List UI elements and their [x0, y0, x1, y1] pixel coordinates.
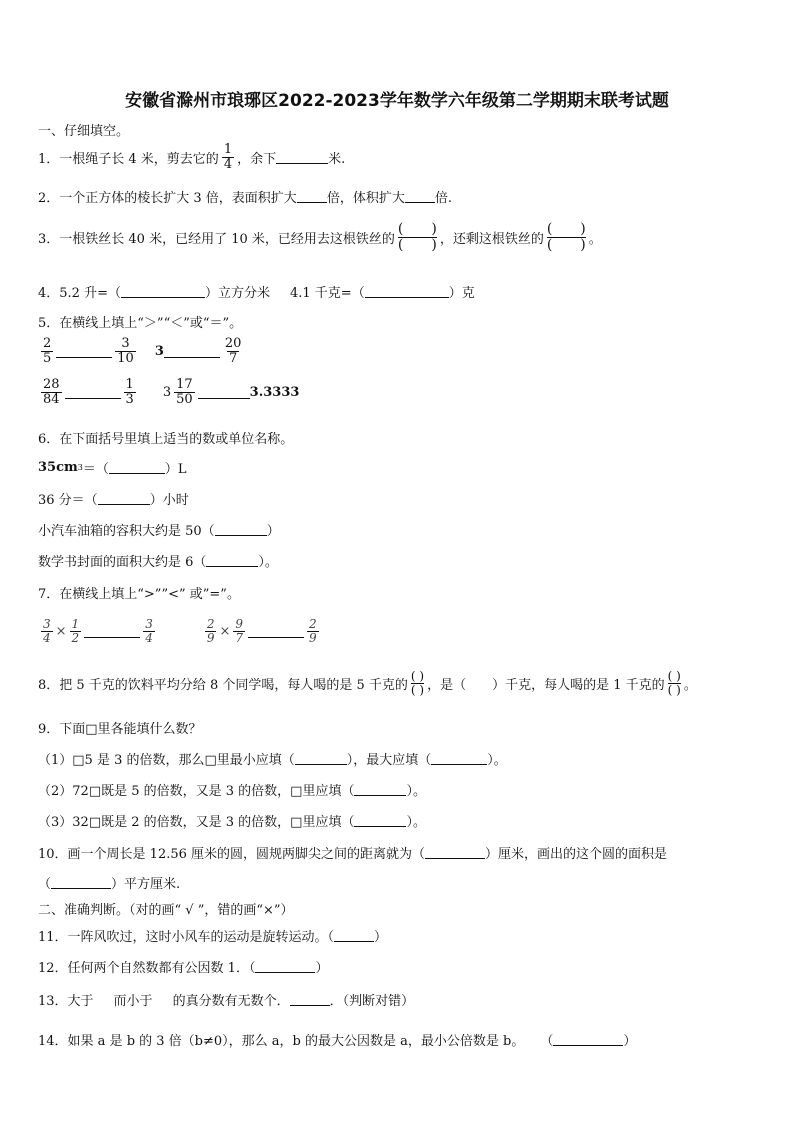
answer-blank[interactable]	[290, 993, 330, 1006]
question-6-line-2: 36 分＝（ ）小时	[38, 493, 189, 508]
section-2-heading: 二、准确判断。（对的画“ √ ”，错的画“×”）	[38, 903, 294, 918]
answer-blank[interactable]	[164, 345, 220, 358]
answer-blank[interactable]	[198, 386, 250, 399]
answer-blank[interactable]	[276, 151, 328, 164]
question-6-line-1: 35cm 3 ＝（ ）L	[38, 460, 187, 477]
fraction: $\frac{1}{3}$	[125, 377, 134, 407]
answer-blank[interactable]	[334, 929, 374, 942]
question-9: 9．下面□里各能填什么数？	[38, 722, 202, 737]
question-5-row-1: $\frac{2}{5}$ $\frac{3}{10}$ 3 $\frac{20}{7}$	[43, 336, 242, 366]
answer-blank[interactable]	[295, 752, 347, 765]
section-1-heading: 一、仔细填空。	[38, 124, 130, 139]
question-1: 1．一根绳子长 4 米，剪去它的 $\frac{1}{4}$ ，余下 米.	[38, 142, 346, 172]
fraction: $\frac{9}{7}$	[235, 617, 244, 645]
answer-blank[interactable]	[98, 492, 150, 505]
answer-blank[interactable]	[297, 190, 327, 203]
question-12: 12．任何两个自然数都有公因数 1．（ ）	[38, 961, 329, 976]
answer-blank[interactable]	[354, 783, 406, 796]
question-6-line-3: 小汽车油箱的容积大约是 50（ ）	[38, 524, 280, 539]
question-9-part-3: （3）32□既是 2 的倍数，又是 3 的倍数，□里应填（ ）。	[38, 815, 426, 830]
fraction: $\frac{2}{9}$	[309, 617, 317, 645]
question-3: 3．一根铁丝长 40 米，已经用了 10 米，已经用去这根铁丝的 ( ) ( ) ，还剩这根铁丝的 ( ) ( ) 。	[38, 221, 602, 254]
question-8: 8．把 5 千克的饮料平均分给 8 个同学喝，每人喝的是 5 千克的 ( ) ( ) ，是（ ）千克，每人喝的是 1 千克的 ( ) ( ) 。	[38, 669, 697, 698]
question-13: 13．大于 而小于 的真分数有无数个． ．（判断对错）	[38, 994, 415, 1009]
answer-blank[interactable]	[248, 625, 304, 638]
question-10: 10．画一个周长是 12.56 厘米的圆，圆规两脚尖之间的距离就为（ ）厘米，画出的这个圆的面积是	[38, 847, 668, 862]
question-6: 6．在下面括号里填上适当的数或单位名称。	[38, 432, 294, 447]
question-9-part-1: （1）□5 是 3 的倍数，那么□里最小应填（ ），最大应填（ ）。	[38, 753, 507, 768]
question-4: 4．5.2 升=（ ）立方分米 4.1 千克=（ ）克	[38, 286, 475, 301]
fraction-blank[interactable]: ( ) ( )	[546, 221, 586, 254]
question-9-part-2: （2）72□既是 5 的倍数，又是 3 的倍数，□里应填（ ）。	[38, 784, 426, 799]
fraction: $\frac{3}{4}$	[145, 617, 153, 645]
question-6-line-4: 数学书封面的面积大约是 6（ ）。	[38, 555, 278, 570]
answer-blank[interactable]	[65, 386, 121, 399]
fraction: $\frac{1}{2}$	[71, 617, 80, 645]
question-7: 7．在横线上填上“>””<” 或”=”。	[38, 587, 240, 602]
fraction-blank[interactable]: ( ) ( )	[667, 669, 681, 698]
question-7-row: $\frac{3}{4}$ × $\frac{1}{2}$ $\frac{3}{4}$ $\frac{2}{9}$ × $\frac{9}{7}$ $\frac{2}{9}$	[43, 617, 317, 645]
fraction: $\frac{20}{7}$	[224, 336, 242, 366]
fraction: $\frac{2}{9}$	[206, 617, 215, 645]
fraction: $\frac{3}{4}$	[43, 617, 51, 645]
answer-blank[interactable]	[255, 960, 315, 973]
question-2: 2．一个正方体的棱长扩大 3 倍，表面积扩大 倍，体积扩大 倍.	[38, 191, 452, 206]
question-11: 11．一阵风吹过，这时小风车的运动是旋转运动。（ ）	[38, 930, 388, 945]
question-5-row-2: $\frac{28}{84}$ $\frac{1}{3}$ 3 $\frac{17}{50}$ 3.3333	[43, 377, 300, 407]
question-10-cont: （ ）平方厘米.	[38, 877, 181, 892]
answer-blank[interactable]	[215, 523, 267, 536]
answer-blank[interactable]	[431, 752, 487, 765]
answer-blank[interactable]	[365, 285, 449, 298]
answer-blank[interactable]	[425, 846, 485, 859]
page-title: 安徽省滁州市琅琊区2022-2023学年数学六年级第二学期期末联考试题	[125, 91, 669, 111]
answer-blank[interactable]	[354, 814, 406, 827]
answer-blank[interactable]	[56, 345, 112, 358]
fraction: $\frac{1}{4}$	[223, 142, 233, 172]
question-5: 5．在横线上填上“＞”“＜”或“＝”。	[38, 316, 243, 331]
answer-blank[interactable]	[51, 876, 111, 889]
fraction: $\frac{17}{50}$	[176, 377, 193, 407]
answer-blank[interactable]	[553, 1033, 623, 1046]
answer-blank[interactable]	[206, 554, 258, 567]
fraction: $\frac{2}{5}$	[43, 336, 52, 366]
fraction-blank[interactable]: ( ) ( )	[397, 221, 437, 254]
fraction: $\frac{28}{84}$	[43, 377, 60, 407]
fraction-blank[interactable]: ( ) ( )	[410, 669, 425, 698]
answer-blank[interactable]	[405, 190, 435, 203]
answer-blank[interactable]	[109, 461, 165, 474]
answer-blank[interactable]	[84, 625, 140, 638]
answer-blank[interactable]	[121, 285, 205, 298]
fraction: $\frac{3}{10}$	[117, 336, 134, 366]
question-14: 14．如果 a 是 b 的 3 倍（b≠0），那么 a，b 的最大公因数是 a，最小公倍数是 b。 （ ）	[38, 1034, 637, 1049]
